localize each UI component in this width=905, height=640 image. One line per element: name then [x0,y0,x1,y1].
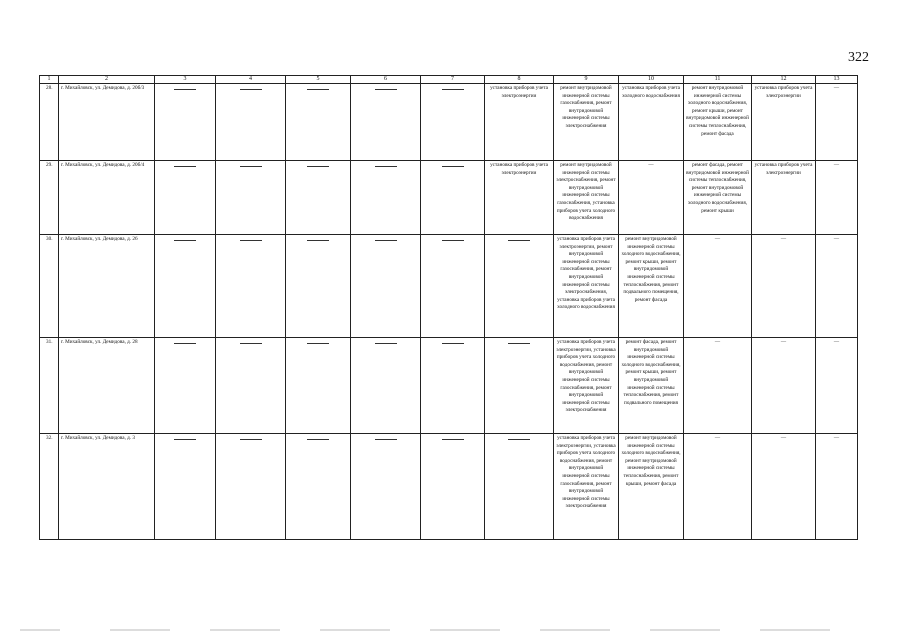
col-num: 9 [554,76,619,84]
work-cell: установка приборов учета электроэнергии, ремонт внутридомовой инженерной системы газоснабжения, ремонт внутридомовой инженерной системы электроснабжения, установка приборов учета холодного водоснабжения [554,235,619,338]
work-cell: установка приборов учета электроэнергии [752,84,816,161]
dash-mark [508,240,530,241]
empty-cell [216,338,286,434]
empty-cell [216,84,286,161]
dash-mark [174,240,196,241]
address-cell: г. Михайловск, ул. Демидова, д. 3 [59,434,155,540]
table-row [40,161,858,235]
dash-mark [307,240,329,241]
dash-mark [240,89,262,90]
empty-cell [286,338,351,434]
col-num: 2 [59,76,155,84]
dash-mark [508,439,530,440]
row-number: 32. [40,434,59,540]
dash-mark [174,166,196,167]
empty-cell [485,235,554,338]
dash-mark [174,89,196,90]
row-number: 31. [40,338,59,434]
work-cell: — [816,434,858,540]
empty-cell [286,161,351,235]
row-number: 29. [40,161,59,235]
row-number: 28. [40,84,59,161]
work-cell: — [752,338,816,434]
dash-mark [307,166,329,167]
dash-mark [442,439,464,440]
work-cell: ремонт фасада, ремонт внутридомовой инженерной системы теплоснабжения, ремонт внутридомовой инженерной системы холодного водоснабжения, ремонт крыши [684,161,752,235]
empty-cell [485,338,554,434]
col-num: 3 [155,76,216,84]
empty-cell [351,338,421,434]
col-num: 10 [619,76,684,84]
col-num: 6 [351,76,421,84]
row-number: 30. [40,235,59,338]
col-num: 1 [40,76,59,84]
work-cell: — [619,161,684,235]
dash-mark [307,89,329,90]
dash-mark [375,343,397,344]
empty-cell [421,161,485,235]
col-num: 12 [752,76,816,84]
work-cell: — [816,161,858,235]
empty-cell [421,235,485,338]
col-num: 13 [816,76,858,84]
work-cell: установка приборов учета электроэнергии, установка приборов учета холодного водоснабжения, ремонт внутридомовой инженерной системы газоснабжения, ремонт внутридомовой инженерной системы электроснабжения [554,434,619,540]
dash-mark [240,166,262,167]
empty-cell [286,84,351,161]
dash-mark [442,240,464,241]
table-row [40,434,858,540]
dash-mark [240,240,262,241]
work-cell: — [684,434,752,540]
empty-cell [155,161,216,235]
work-cell: — [752,434,816,540]
work-cell: ремонт внутридомовой инженерной системы холодного водоснабжения, ремонт крыши, ремонт внутридомовой инженерной системы теплоснабжения, ремонт фасада [684,84,752,161]
table-row [40,235,858,338]
empty-cell [351,434,421,540]
empty-cell [155,84,216,161]
dash-mark [375,240,397,241]
dash-mark [508,343,530,344]
dash-mark [442,343,464,344]
empty-cell [286,434,351,540]
work-cell: установка приборов учета холодного водоснабжения [619,84,684,161]
empty-cell [421,84,485,161]
work-cell: — [684,235,752,338]
page-number: 322 [848,50,869,65]
empty-cell [351,84,421,161]
work-cell: — [816,84,858,161]
empty-cell [351,161,421,235]
work-cell: ремонт фасада, ремонт внутридомовой инженерной системы холодного водоснабжения, ремонт крыши, ремонт внутридомовой инженерной системы теплоснабжения, ремонт подвального помещения [619,338,684,434]
work-cell: ремонт внутридомовой инженерной системы холодного водоснабжения, ремонт внутридомовой инженерной системы теплоснабжения, ремонт крыши, ремонт фасада [619,434,684,540]
work-cell: установка приборов учета электроэнергии [752,161,816,235]
empty-cell [216,434,286,540]
empty-cell [286,235,351,338]
dash-mark [442,166,464,167]
empty-cell [421,434,485,540]
dash-mark [375,439,397,440]
address-cell: г. Михайловск, ул. Демидова, д. 20б/4 [59,161,155,235]
address-cell: г. Михайловск, ул. Демидова, д. 28 [59,338,155,434]
work-cell: ремонт внутридомовой инженерной системы газоснабжения, ремонт внутридомовой инженерной системы электроснабжения [554,84,619,161]
empty-cell [216,235,286,338]
empty-cell [421,338,485,434]
work-cell: установка приборов учета электроэнергии, установка приборов учета холодного водоснабжения, ремонт внутридомовой инженерной системы газоснабжения, ремонт внутридомовой инженерной системы электроснабжения [554,338,619,434]
dash-mark [240,439,262,440]
scan-noise-strip [0,627,905,633]
work-cell: ремонт внутридомовой инженерной системы электроснабжения, ремонт внутридомовой инженерной системы газоснабжения, установка приборов учета холодного водоснабжения [554,161,619,235]
dash-mark [240,343,262,344]
work-cell: — [816,338,858,434]
dash-mark [375,166,397,167]
dash-mark [174,439,196,440]
work-cell: установка приборов учета электроэнергии [485,161,554,235]
empty-cell [485,434,554,540]
address-cell: г. Михайловск, ул. Демидова, д. 26 [59,235,155,338]
empty-cell [351,235,421,338]
col-num: 4 [216,76,286,84]
empty-cell [216,161,286,235]
table-row [40,338,858,434]
empty-cell [155,338,216,434]
dash-mark [307,343,329,344]
address-cell: г. Михайловск, ул. Демидова, д. 20б/3 [59,84,155,161]
dash-mark [375,89,397,90]
col-num: 7 [421,76,485,84]
works-table [39,75,858,540]
empty-cell [155,235,216,338]
column-number-row [40,76,858,84]
dash-mark [442,89,464,90]
empty-cell [155,434,216,540]
work-cell: — [752,235,816,338]
dash-mark [307,439,329,440]
work-cell: установка приборов учета электроэнергии [485,84,554,161]
work-cell: ремонт внутридомовой инженерной системы холодного водоснабжения, ремонт крыши, ремонт внутридомовой инженерной системы теплоснабжения, ремонт подвального помещения, ремонт фасада [619,235,684,338]
col-num: 5 [286,76,351,84]
work-cell: — [684,338,752,434]
col-num: 8 [485,76,554,84]
work-cell: — [816,235,858,338]
col-num: 11 [684,76,752,84]
dash-mark [174,343,196,344]
table-row [40,84,858,161]
